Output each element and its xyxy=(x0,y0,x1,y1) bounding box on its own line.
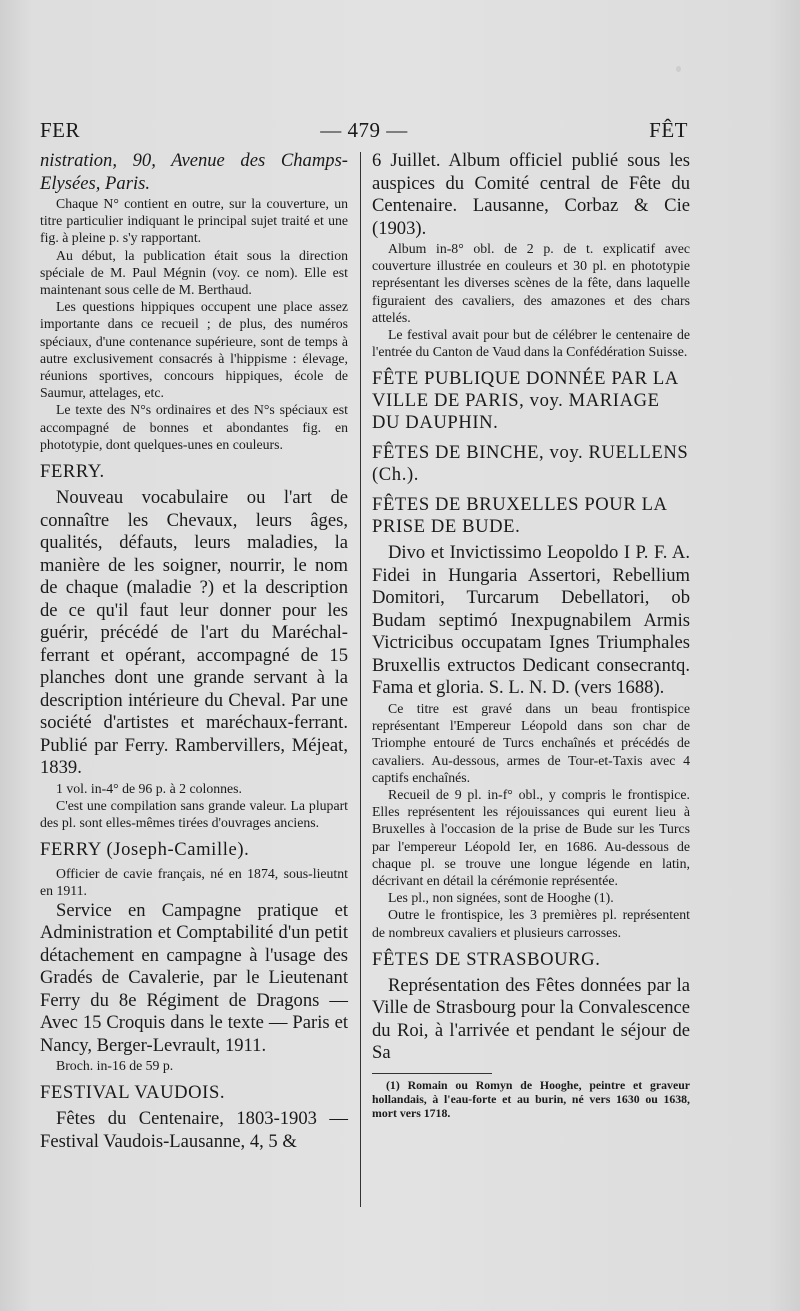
entry-heading: FÊTES DE BINCHE, voy. RUELLENS (Ch.). xyxy=(372,442,689,486)
paragraph: Au début, la publication était sous la direction spéciale de M. Paul Mégnin (voy. ce nom). Elle est maintenant sous celle de M. Berthaud. xyxy=(40,247,348,298)
paragraph: Outre le frontispice, les 3 premières pl. représentent de nombreux cavaliers et plusieurs carrosses. xyxy=(372,907,690,940)
paragraph: Le texte des N°s ordinaires et des N°s spéciaux est accompagné de bonnes et abondantes fig. en phototypie, dont quelques-unes en couleurs. xyxy=(40,402,348,452)
entry-heading: FERRY (Joseph-Camille). xyxy=(40,839,250,861)
paragraph: Officier de cavie français, né en 1874, sous-lieutnt en 1911. xyxy=(40,866,348,899)
entry-heading: FÊTES DE STRASBOURG. xyxy=(372,948,601,970)
left-column xyxy=(40,150,348,1153)
right-column xyxy=(372,150,690,1120)
footnote: (1) Romain ou Romyn de Hooghe, peintre et graveur hollandais, à l'eau-forte et au burin, né vers 1630 ou 1638, mort vers 1718. xyxy=(372,1077,690,1120)
paragraph: Le festival avait pour but de célébrer le centenaire de l'entrée du Canton de Vaud dans la Confédération Suisse. xyxy=(372,327,690,360)
entry-heading: FERRY. xyxy=(40,461,105,483)
paragraph: nistration, 90, Avenue des Champs-Elysées, Paris. xyxy=(40,150,348,194)
running-header xyxy=(40,118,688,146)
paragraph: Recueil de 9 pl. in-f° obl., y compris le frontispice. Elles représentent les réjouissances qui eurent lieu à Bruxelles à l'occasion de la prise de Bude sur les Turcs par l'empereur Léopold Ier, en 1686. Au-dessous de chaque pl. se trouve une longue légende en latin, décrivant en détail la cérémonie représentée. xyxy=(372,786,690,888)
column-divider xyxy=(360,152,361,1207)
paragraph: Broch. in-16 de 59 p. xyxy=(56,1058,174,1074)
header-right-word: FÊT xyxy=(649,118,688,142)
paragraph: 6 Juillet. Album officiel publié sous les auspices du Comité central de Fête du Centenaire. Lausanne, Corbaz & Cie (1903). xyxy=(372,150,690,239)
header-left-word: FER xyxy=(40,118,81,142)
entry-heading: FÊTES DE BRUXELLES POUR LA PRISE DE BUDE. xyxy=(372,494,667,538)
paragraph: Divo et Invictissimo Leopoldo I P. F. A. Fidei in Hungaria Assertori, Rebellium Domitori, Turcarum Debellatori, ob Budam septimó Inexpugnabilem Armis Victricibus occupatam Ignes Triumphales Bruxellis extructos Dedicant consecrantq. Fama et gloria. S. L. N. D. (vers 1688). xyxy=(372,542,690,699)
paragraph: Chaque N° contient en outre, sur la couverture, un titre particulier indiquant le principal sujet traité et une fig. à pleine p. s'y rapportant. xyxy=(40,196,348,246)
entry-heading: FESTIVAL VAUDOIS. xyxy=(40,1082,226,1104)
paragraph: Album in-8° obl. de 2 p. de t. explicatif avec couverture illustrée en couleurs et 30 pl. en phototypie représentant les diverses scènes de la fête, dans laquelle figuraient des cavaliers, des amazones et des chars attelés. xyxy=(372,241,690,325)
footnote-rule xyxy=(372,1073,492,1074)
paragraph: Service en Campagne pratique et Administration et Comptabilité d'un petit détachement en campagne à l'usage des Gradés de Cavalerie, par le Lieutenant Ferry du 8e Régiment de Dragons — Avec 15 Croquis dans le texte — Paris et Nancy, Berger-Levrault, 1911. xyxy=(40,899,348,1056)
entry-heading: FÊTE PUBLIQUE DONNÉE PAR LA VILLE DE PARIS, voy. MARIAGE DU DAUPHIN. xyxy=(372,368,678,434)
paragraph: Fêtes du Centenaire, 1803-1903 — Festival Vaudois-Lausanne, 4, 5 & xyxy=(40,1108,348,1152)
paragraph: 1 vol. in-4° de 96 p. à 2 colonnes. xyxy=(56,780,242,796)
paragraph: Nouveau vocabulaire ou l'art de connaître les Chevaux, leurs âges, qualités, défauts, leurs maladies, la manière de les soigner, nourrir, le nom de chaque (maladie ?) et la description de ce qu'il faut leur donner pour les guérir, précédé de l'art du Maréchal-ferrant et opérant, accompagné de 15 planches dont une grande servant à la description intérieure du Cheval. Par une société d'artistes et maréchaux-ferrant. Publié par Ferry. Rambervillers, Méjeat, 1839. xyxy=(40,487,348,779)
paragraph: Les questions hippiques occupent une place assez importante dans ce recueil ; de plus, des numéros spéciaux, d'une contenance supérieure, sont de temps à autre exclusivement consacrés à l'hippisme : élevage, réunions sportives, concours hippiques, école de Saumur, attelages, etc. xyxy=(40,299,348,401)
paragraph: C'est une compilation sans grande valeur. La plupart des pl. sont elles-mêmes tirées d'ouvrages anciens. xyxy=(40,797,348,830)
paragraph: Les pl., non signées, sont de Hooghe (1). xyxy=(388,890,614,906)
ink-speck xyxy=(676,66,681,72)
page-number: — 479 — xyxy=(320,118,408,142)
paragraph: Ce titre est gravé dans un beau frontispice représentant l'Empereur Léopold dans son char de Triomphe entouré de Turcs enchaînés et précédés de cavaliers. Au-dessous, armes de Tour-et-Taxis avec 4 captifs enchaînés. xyxy=(372,700,690,785)
paragraph: Représentation des Fêtes données par la Ville de Strasbourg pour la Convalescence du Roi, à l'arrivée et pendant le séjour de Sa xyxy=(372,974,690,1064)
